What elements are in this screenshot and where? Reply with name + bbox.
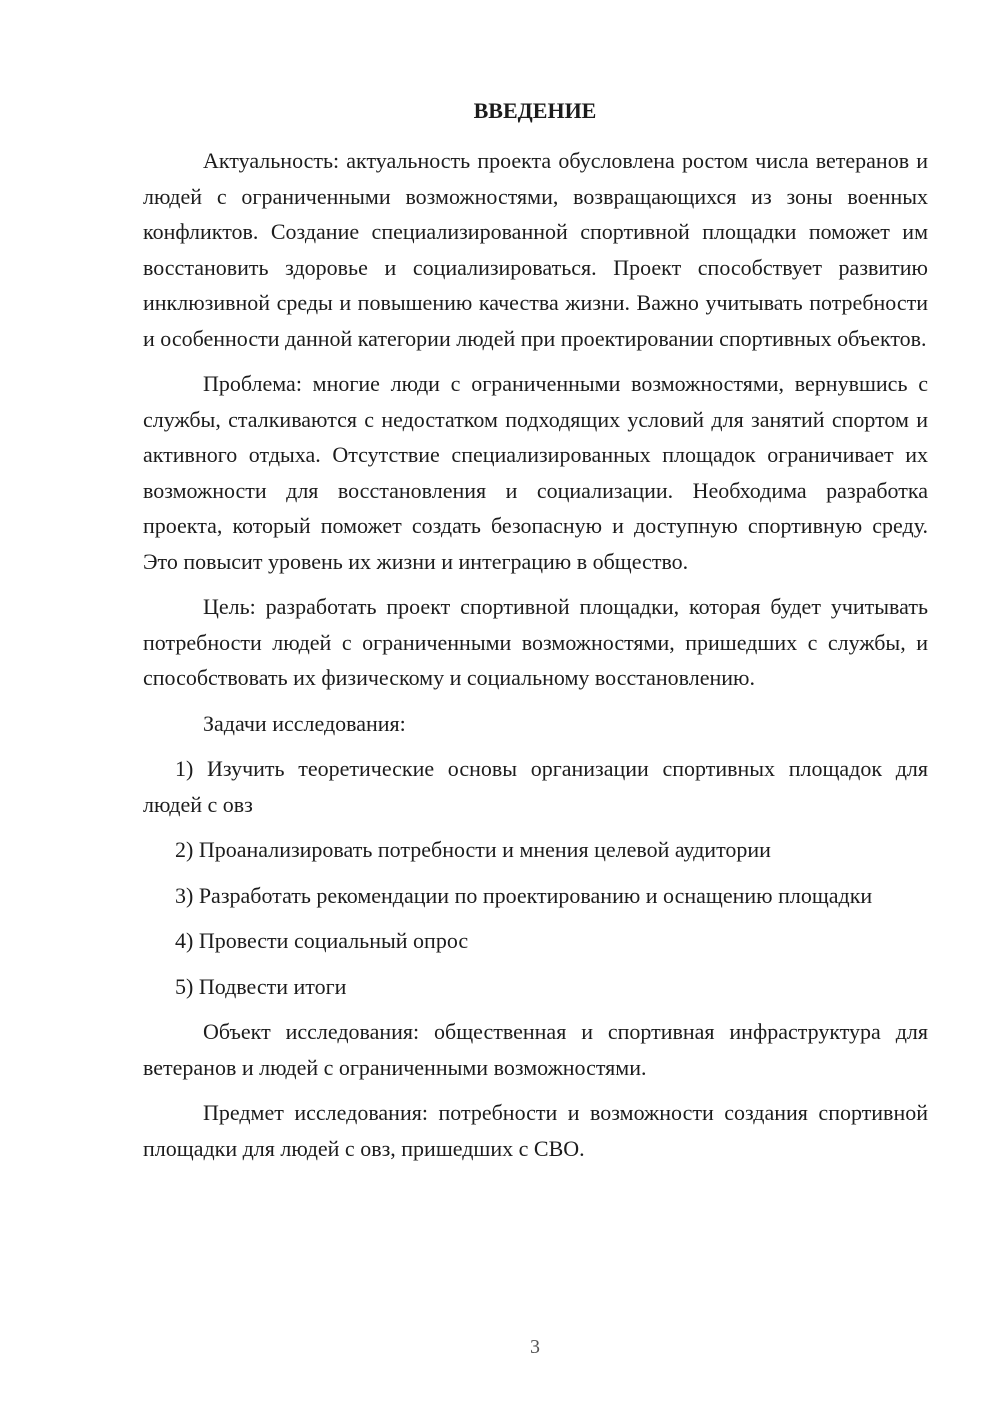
document-body (143, 143, 928, 1176)
task-item-3: 3) Разработать рекомендации по проектированию и оснащению площадки (175, 882, 873, 908)
tasks-heading: Задачи исследования: (203, 710, 406, 736)
problem-paragraph: Проблема: многие люди с ограниченными возможностями, вернувшись с службы, сталкиваются с недостатком подходящих условий для занятий спортом и активного отдыха. Отсутствие специализированных площадок ограничивает их возможности для восстановления и социализации. Необходима разработка проекта, который поможет создать безопасную и доступную спортивную среду. Это повысит уровень их жизни и интеграцию в общество. (143, 371, 928, 574)
task-item-4: 4) Провести социальный опрос (175, 928, 469, 953)
page-title: ВВЕДЕНИЕ (473, 98, 597, 123)
object-paragraph: Объект исследования: общественная и спортивная инфраструктура для ветеранов и людей с ограниченными возможностями. (143, 1019, 928, 1080)
page-number: 3 (530, 1336, 540, 1358)
subject-paragraph: Предмет исследования: потребности и возможности создания спортивной площадки для людей с овз, пришедших с СВО. (143, 1100, 928, 1161)
task-item-5: 5) Подвести итоги (175, 973, 347, 999)
task-item-2: 2) Проанализировать потребности и мнения целевой аудитории (175, 837, 771, 862)
goal-paragraph: Цель: разработать проект спортивной площадки, которая будет учитывать потребности людей с ограниченными возможностями, пришедших с службы, и способствовать их физическому и социальному восстановлению. (143, 594, 928, 690)
task-item-1: 1) Изучить теоретические основы организации спортивных площадок для людей с овз (143, 756, 928, 817)
relevance-paragraph: Актуальность: актуальность проекта обусловлена ростом числа ветеранов и людей с ограниченными возможностями, возвращающихся из зоны военных конфликтов. Создание специализированной спортивной площадки поможет им восстановить здоровье и социализироваться. Проект способствует развитию инклюзивной среды и повышению качества жизни. Важно учитывать потребности и особенности данной категории людей при проектировании спортивных объектов. (143, 148, 928, 351)
